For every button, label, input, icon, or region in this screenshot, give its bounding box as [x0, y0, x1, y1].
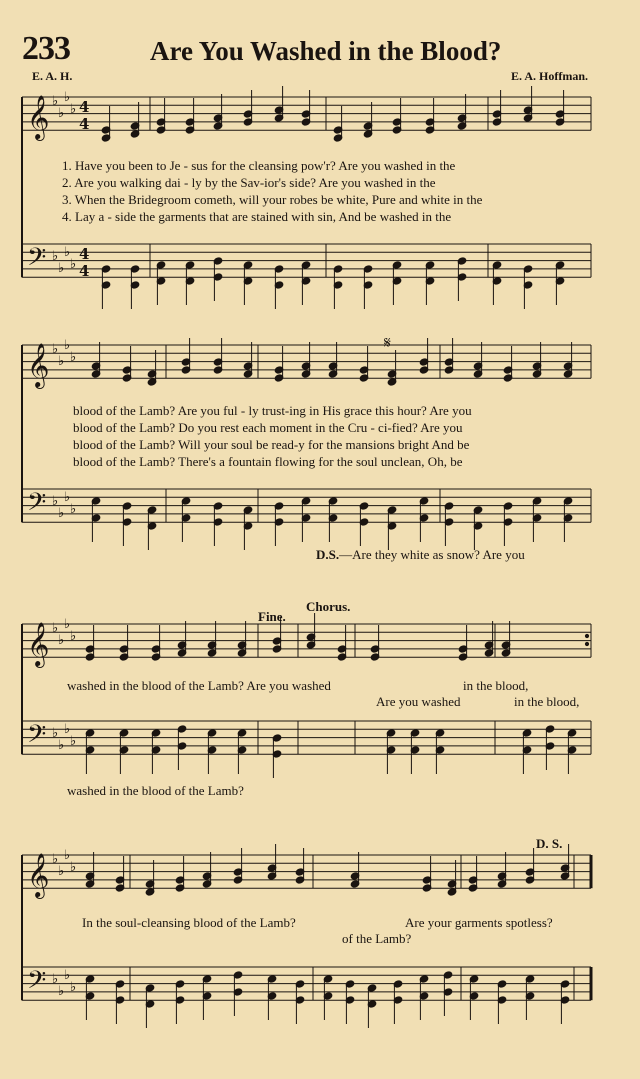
repeat-dot	[585, 642, 588, 645]
verse-2-line-1: 2. Are you walking dai - ly by the Sav-ior's side? Are you washed in the	[62, 175, 436, 190]
repeat-dot	[585, 634, 588, 637]
verse-1-line-1: 1. Have you been to Je - sus for the cleansing pow'r? Are you washed in the	[62, 158, 456, 173]
flat-sign: ♭	[70, 257, 77, 272]
flat-sign: ♭	[70, 629, 77, 644]
treble-clef: 𝄞	[27, 95, 50, 139]
flat-sign: ♭	[58, 106, 65, 121]
chorus-lyric-soprano-end: in the blood,	[463, 678, 529, 693]
chorus-lyric-alto: Are you washed	[376, 694, 461, 709]
flat-sign: ♭	[58, 261, 65, 276]
flat-sign: ♭	[70, 102, 77, 117]
flat-sign: ♭	[64, 338, 71, 353]
flat-sign: ♭	[52, 494, 59, 509]
verse-3-line-1: 3. When the Bridegroom cometh, will your robes be white, Pure and white in the	[62, 192, 483, 207]
flat-sign: ♭	[70, 350, 77, 365]
final-lyric: In the soul-cleansing blood of the Lamb?	[82, 915, 296, 930]
flat-sign: ♭	[70, 502, 77, 517]
time-signature: 4	[79, 262, 90, 280]
bass-clef: 𝄢	[27, 720, 47, 755]
flat-sign: ♭	[64, 490, 71, 505]
ds-text: —Are they white as snow? Are you	[339, 547, 525, 562]
bass-clef: 𝄢	[27, 243, 47, 278]
flat-sign: ♭	[52, 249, 59, 264]
chorus-marking: Chorus.	[306, 599, 351, 614]
chorus-lyric-bass: washed in the blood of the Lamb?	[67, 783, 244, 798]
hymn-number: 233	[22, 30, 70, 67]
ds-marking: D. S.	[536, 836, 563, 851]
flat-sign: ♭	[52, 972, 59, 987]
flat-sign: ♭	[58, 864, 65, 879]
verse-1-line-2: blood of the Lamb? Are you ful - ly trust-ing in His grace this hour? Are you	[73, 403, 472, 418]
flat-sign: ♭	[70, 980, 77, 995]
flat-sign: ♭	[58, 354, 65, 369]
verse-2-line-2: blood of the Lamb? Do you rest each moment in the Cru - ci-fied? Are you	[73, 420, 463, 435]
music-composer: E. A. Hoffman.	[510, 69, 588, 83]
flat-sign: ♭	[58, 738, 65, 753]
treble-clef: 𝄞	[27, 343, 50, 387]
time-signature: 4	[79, 98, 90, 116]
bass-clef: 𝄢	[27, 488, 47, 523]
treble-clef: 𝄞	[27, 622, 50, 666]
flat-sign: ♭	[64, 848, 71, 863]
segno-sign: 𝄋	[384, 333, 391, 352]
flat-sign: ♭	[52, 342, 59, 357]
flat-sign: ♭	[58, 984, 65, 999]
flat-sign: ♭	[52, 726, 59, 741]
flat-sign: ♭	[52, 94, 59, 109]
final-lyric-end: of the Lamb?	[342, 931, 412, 946]
flat-sign: ♭	[52, 852, 59, 867]
chorus-lyric-soprano: washed in the blood of the Lamb? Are you washed	[67, 678, 331, 693]
verse-4-line-1: 4. Lay a - side the garments that are stained with sin, And be washed in the	[62, 209, 452, 224]
treble-clef: 𝄞	[27, 853, 50, 897]
flat-sign: ♭	[58, 633, 65, 648]
flat-sign: ♭	[70, 734, 77, 749]
time-signature: 4	[79, 115, 90, 133]
flat-sign: ♭	[52, 621, 59, 636]
flat-sign: ♭	[64, 245, 71, 260]
verse-3-line-2: blood of the Lamb? Will your soul be read-y for the mansions bright And be	[73, 437, 470, 452]
ds-label: D.S.	[316, 547, 340, 562]
verse-4-line-2: blood of the Lamb? There's a fountain flowing for the soul unclean, Oh, be	[73, 454, 463, 469]
chorus-lyric-alto-end: in the blood,	[514, 694, 580, 709]
flat-sign: ♭	[64, 968, 71, 983]
words-author: E. A. H.	[32, 69, 73, 83]
fine-marking: Fine.	[258, 609, 286, 624]
ds-instruction	[316, 547, 525, 563]
final-lyric-question: Are your garments spotless?	[405, 915, 553, 930]
flat-sign: ♭	[64, 90, 71, 105]
hymn-title: Are You Washed in the Blood?	[150, 36, 502, 66]
bass-clef: 𝄢	[27, 966, 47, 1001]
flat-sign: ♭	[70, 860, 77, 875]
flat-sign: ♭	[64, 617, 71, 632]
flat-sign: ♭	[58, 506, 65, 521]
flat-sign: ♭	[64, 722, 71, 737]
time-signature: 4	[79, 245, 90, 263]
